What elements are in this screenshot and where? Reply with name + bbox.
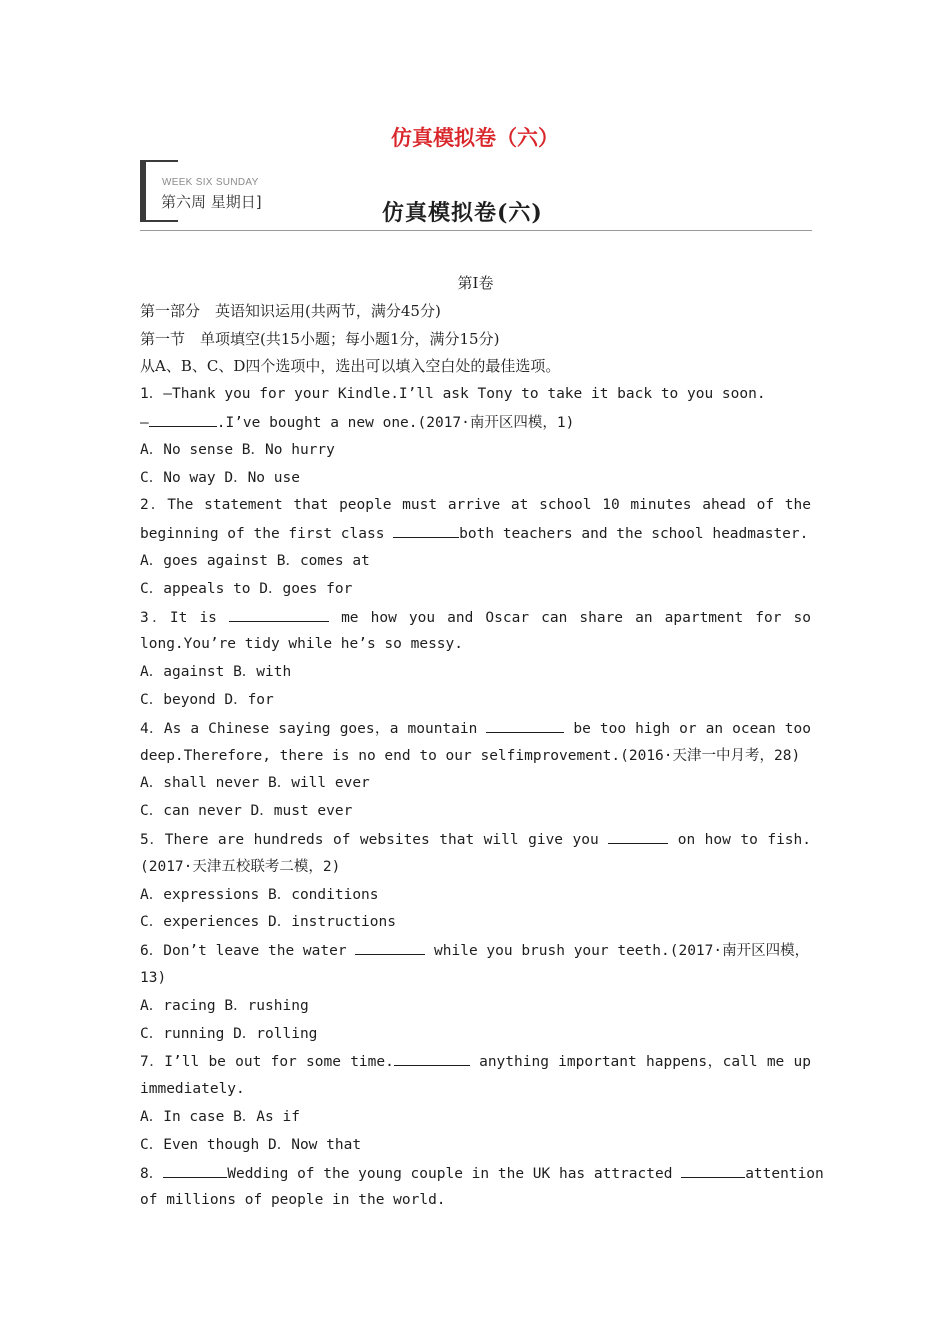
question-line xyxy=(140,1160,824,1188)
question-1 xyxy=(140,381,811,492)
question-line: of millions of people in the world. xyxy=(140,1192,446,1209)
banner-divider xyxy=(140,230,812,231)
answer-blank xyxy=(355,937,425,955)
question-text: on how to fish. xyxy=(668,831,811,848)
question-line xyxy=(140,520,811,548)
banner-title: 仿真模拟卷(六) xyxy=(382,200,543,226)
question-line: immediately. xyxy=(140,1081,245,1098)
question-line xyxy=(140,715,811,743)
option-line: C．Even though D．Now that xyxy=(140,1136,362,1153)
question-text: — xyxy=(140,414,149,431)
question-5 xyxy=(140,826,811,937)
question-2 xyxy=(140,492,811,603)
question-text: beginning of the first class xyxy=(140,526,394,543)
question-line: long.You’re tidy while he’s so messy. xyxy=(140,636,464,653)
question-text: anything important happens，call me up xyxy=(469,1054,811,1071)
question-text: both teachers and the school headmaster. xyxy=(459,526,809,543)
question-line: 1．—Thank you for your Kindle.I’ll ask Tony to take it back to you soon. xyxy=(140,386,766,403)
instruction-text: 从A、B、C、D四个选项中，选出可以填入空白处的最佳选项。 xyxy=(140,357,561,376)
question-line: (2017·天津五校联考二模，2) xyxy=(140,858,341,875)
question-text: attention xyxy=(745,1165,824,1182)
question-line xyxy=(140,826,811,854)
question-line xyxy=(140,937,811,965)
question-line: deep.Therefore, there is no end to our selfimprovement.(2016·天津一中月考，28) xyxy=(140,747,801,764)
question-4 xyxy=(140,715,811,826)
question-line xyxy=(140,1048,811,1076)
page-title: 仿真模拟卷（六） xyxy=(391,125,559,150)
week-label-english: WEEK SIX SUNDAY xyxy=(162,177,259,188)
option-line: C．can never D．must ever xyxy=(140,803,353,820)
question-text: 6．Don’t leave the water xyxy=(140,943,356,960)
option-line: C．experiences D．instructions xyxy=(140,914,396,931)
answer-blank xyxy=(229,604,329,622)
question-text: me how you and Oscar can share an apartment for so xyxy=(329,609,812,626)
subsection-heading: 第一节 单项填空(共15小题；每小题1分，满分15分) xyxy=(140,329,500,348)
question-text: while you brush your teeth.(2017·南开区四模， xyxy=(425,943,810,960)
question-6 xyxy=(140,937,811,1048)
option-line: C．No way D．No use xyxy=(140,469,300,486)
option-line: A．In case B．As if xyxy=(140,1108,300,1125)
part-heading: 第一部分 英语知识运用(共两节，满分45分) xyxy=(140,301,441,320)
option-line: A．No sense B．No hurry xyxy=(140,441,335,458)
question-line: 13) xyxy=(140,969,167,986)
volume-heading: 第Ⅰ卷 xyxy=(457,274,494,292)
question-text: 4．As a Chinese saying goes，a mountain xyxy=(140,720,487,737)
option-line: A．goes against B．comes at xyxy=(140,552,370,569)
question-8 xyxy=(140,1160,824,1216)
question-text: 8． xyxy=(140,1165,164,1182)
question-text: Wedding of the young couple in the UK has attracted xyxy=(227,1165,682,1182)
exam-content xyxy=(140,270,824,1215)
answer-blank xyxy=(149,409,217,427)
option-line: A．against B．with xyxy=(140,664,292,681)
question-line xyxy=(140,409,811,437)
option-line: A．shall never B．will ever xyxy=(140,775,370,792)
question-7 xyxy=(140,1048,811,1159)
answer-blank xyxy=(394,1048,470,1066)
question-3 xyxy=(140,604,811,715)
answer-blank xyxy=(486,715,564,733)
answer-blank xyxy=(393,520,459,538)
question-text: 3．It is xyxy=(140,609,229,626)
question-text: .I’ve bought a new one.(2017·南开区四模，1) xyxy=(216,414,575,431)
question-text: be too high or an ocean too xyxy=(564,720,811,737)
option-line: C．appeals to D．goes for xyxy=(140,580,353,597)
option-line: A．racing B．rushing xyxy=(140,997,309,1014)
week-banner xyxy=(140,160,812,234)
question-text: 5．There are hundreds of websites that will give you xyxy=(140,831,609,848)
answer-blank xyxy=(608,826,668,844)
answer-blank xyxy=(681,1160,745,1178)
question-line: 2．The statement that people must arrive at school 10 minutes ahead of the xyxy=(140,497,811,514)
option-line: C．beyond D．for xyxy=(140,691,274,708)
question-text: 7．I’ll be out for some time. xyxy=(140,1054,394,1071)
answer-blank xyxy=(163,1160,227,1178)
option-line: C．running D．rolling xyxy=(140,1025,318,1042)
option-line: A．expressions B．conditions xyxy=(140,886,379,903)
week-label-chinese: 第六周 星期日] xyxy=(161,193,262,211)
question-line xyxy=(140,604,811,632)
